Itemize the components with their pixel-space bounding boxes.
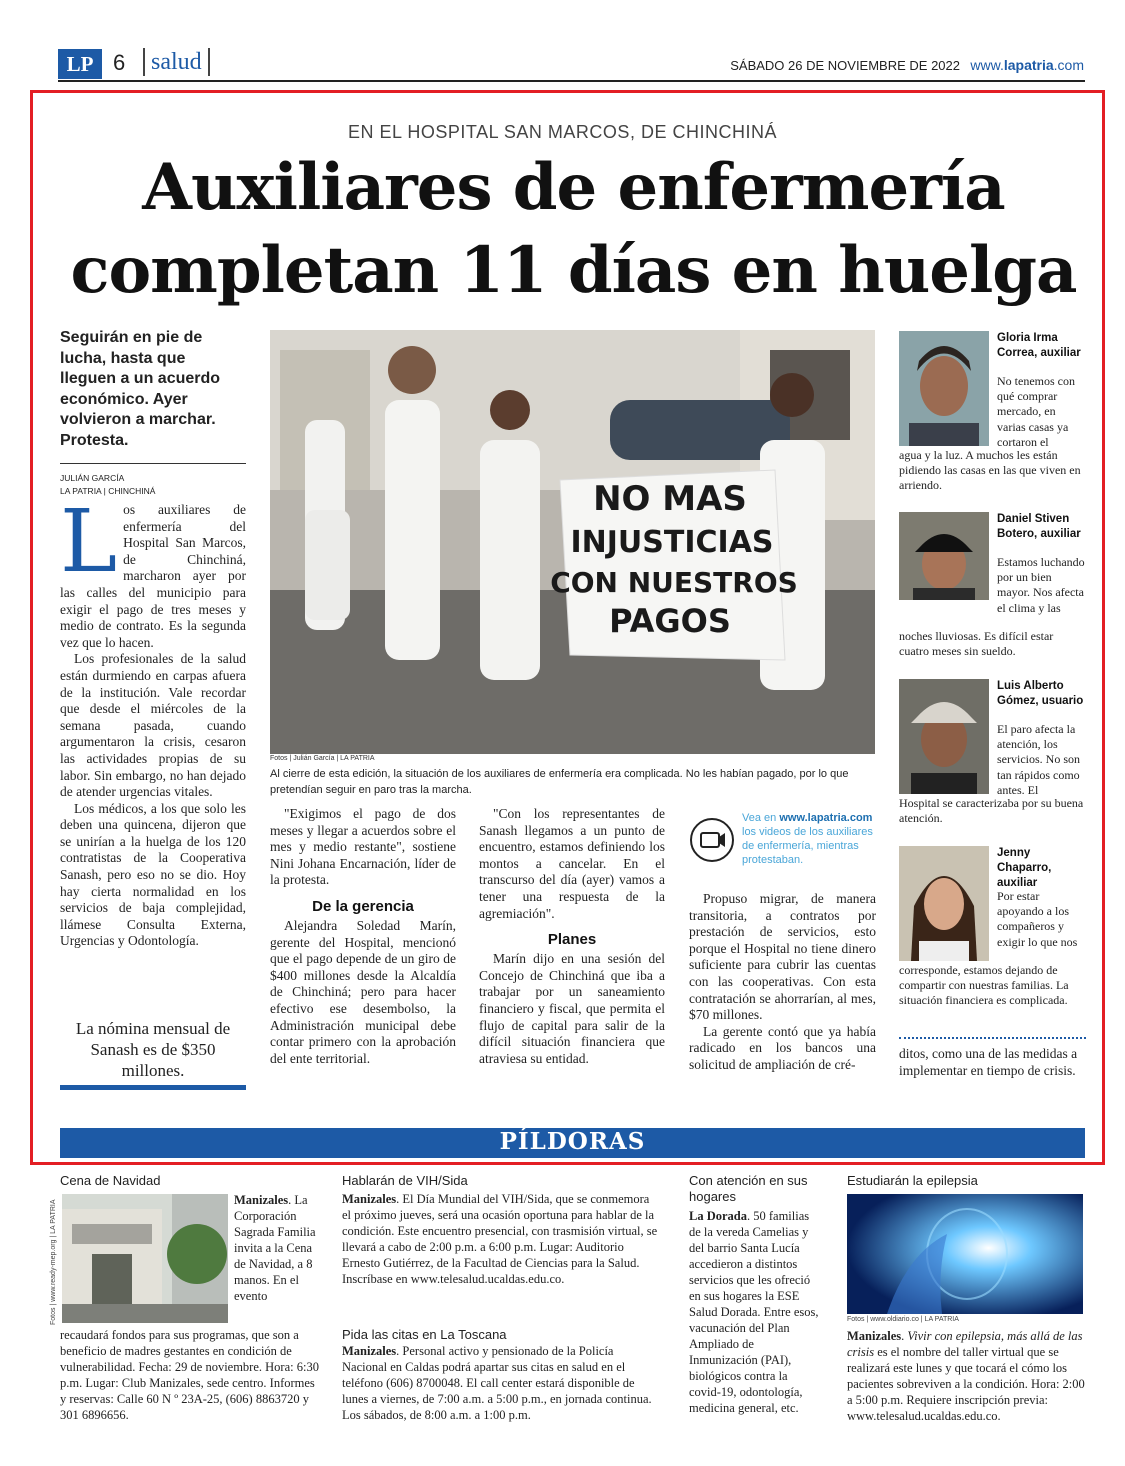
pildora-text: Manizales. El Día Mundial del VIH/Sida, que se conmemora el próximo jueves, será una ocasión oportuna para hablar de la condición. Este encuentro presencial, con trasmisión virtual, se llevará a cabo de 2:00 p.m. a 6:00 p.m. Lugar: Auditorio Ernesto Gutiérrez, de la Facultad de Ciencias para la Salud. Inscríbase en www.telesalud.ucaldas.edu.co.: [342, 1192, 658, 1286]
photo-credit: Fotos | www.ready-mep.org | LA PATRIA: [50, 1199, 57, 1325]
byline: JULIÁN GARCÍA LA PATRIA | CHINCHINÁ: [60, 473, 156, 496]
photo-credit: Fotos | www.oldiario.co | LA PATRIA: [847, 1316, 959, 1323]
svg-text:NO MAS: NO MAS: [593, 479, 747, 519]
pildora-text: Manizales. Personal activo y pensionado de la Policía Nacional en Caldas podrá apartar sus citas en salud en el teléfono (606) 8700048. El call center estará disponible de lunes a viernes, de 7:00 a.m. a 5:00 p.m., en jornada continua. Los sábados, de 8:00 a.m. a 1:00 p.m.: [342, 1344, 652, 1422]
section-name: salud: [143, 48, 210, 76]
header-rule: [58, 80, 1085, 82]
pildora-heading: Estudiarán la epilepsia: [847, 1173, 978, 1188]
epilepsy-illustration: [847, 1194, 1083, 1314]
testimonial-gloria: Gloria Irma Correa, auxiliar No tenemos con qué comprar mercado, en varias casas ya cortaron el agua y la luz. A muchos les están pidiendo las casas en las que viven en arriendo.: [899, 332, 1081, 493]
portrait-photo: [899, 512, 989, 627]
pildora-text: Manizales. Vivir con epilepsia, más allá de las crisis es el nombre del taller virtual que se realizará este lunes y que tocará el cómo los pacientes sobreviven a la condición. Hora: 2:00 a 5:00 p.m. Requiere inscripción previa: www.telesalud.ucaldas.edu.co.: [847, 1329, 1085, 1423]
testimonial-luis: Luis Alberto Gómez, usuario El paro afecta la atención, los servicios. No son tan rápidos como antes. El Hospital se caracterizaba por su buena atención.: [899, 680, 1084, 826]
video-icon[interactable]: [690, 818, 734, 862]
article-headline: Auxiliares de enfermería completan 11 días en huelga: [70, 150, 1077, 308]
pildora-heading: Pida las citas en La Toscana: [342, 1327, 507, 1342]
video-promo[interactable]: Vea en www.lapatria.com los videos de los auxiliares de enfermería, mientras protestaban.: [742, 812, 873, 866]
pildora-heading: Cena de Navidad: [60, 1173, 161, 1188]
article-column-5: ditos, como una de las medidas a implementar en tiempo de crisis.: [899, 1046, 1078, 1078]
website-link[interactable]: www.lapatria.com: [970, 57, 1084, 73]
photo-credit: Fotos | Julián García | LA PATRIA: [270, 755, 375, 762]
divider: [60, 463, 246, 464]
article-column-3: "Con los representantes de Sanash llegamos a un punto de encuentro, estamos definiendo los montos a cancelar. En el transcurso del día (ayer) vamos a tener una respuesta de la agremiación". Planes Marín dijo en una sesión del Concejo de Chinchiná que iba a trabajar por un saneamiento financiero y fiscal, que permita el flujo de capital para salir de la difícil situación financiera que atraviesa su entidad.: [479, 806, 665, 1066]
article-lede: Seguirán en pie de lucha, hasta que lleguen a un acuerdo económico. Ayer volvieron a marchar. Protesta.: [60, 329, 221, 449]
pildora-heading: Hablarán de VIH/Sida: [342, 1173, 468, 1188]
drop-cap: L: [60, 492, 118, 592]
pildoras-section-bar: PÍLDORAS: [60, 1128, 1085, 1158]
portrait-photo: [899, 331, 989, 446]
newspaper-logo: LP: [58, 49, 102, 79]
pull-quote: La nómina mensual de Sanash es de $350 millones.: [75, 1019, 231, 1080]
svg-text:INJUSTICIAS: INJUSTICIAS: [570, 525, 774, 560]
portrait-photo: [899, 846, 989, 961]
svg-text:CON NUESTROS: CON NUESTROS: [550, 566, 798, 599]
article-column-2: "Exigimos el pago de dos meses y llegar a acuerdos sobre el mes y medio restante", sostiene Nini Johana Encarnación, líder de la protesta. De la gerencia Alejandra Soledad Marín, gerente del Hospital, mencionó que el pago depende de un giro de $400 millones desde la Alcaldía de Chinchiná; pero para hacer efectivo ese desembolso, la Administración municipal debe contar primero con la aprobación del ente territorial.: [270, 806, 456, 1066]
testimonial-jenny: Jenny Chaparro, auxiliar Por estar apoyando a los compañeros y exigir lo que nos corresponde, estamos dejando de compartir con nuestras familias. La situación financiera es complicada.: [899, 847, 1078, 1008]
pildora-text: La Dorada. 50 familias de la vereda Camelias y del barrio Santa Lucía accedieron a distintos servicios que les ofreció en sus hogares la ESE Salud Dorada. Entre esos, vacunación del Plan Ampliado de Inmunización (PAI), biológicos contra la covid-19, odontología, medicina general, etc.: [689, 1209, 819, 1415]
issue-date: SÁBADO 26 DE NOVIEMBRE DE 2022: [730, 58, 960, 73]
protest-photo: [270, 330, 875, 754]
pull-quote-bar: [60, 1085, 246, 1090]
article-column-1: Los auxiliares de enfermería del Hospital San Marcos, de Chinchiná, marcharon ayer por las calles del municipio para exigir el pago de tres meses y medio de contrato. Es la segunda vez que lo hacen. Los profesionales de la salud están durmiendo en carpas afuera de la institución. Vale recordar que desde el miércoles de la semana pasada, cuando argumentaron la crisis, cesaron las actividades propias de su labor. Sin embargo, no han dejado de atender urgencias vitales. Los médicos, a los que solo les deben una quincena, dijeron que se unirían a la huelga de los 120 contratistas de la Cooperativa Sanash, pero eso no se dio. Hoy hay cierta normalidad en los servicios de baja complejidad, llámese Consulta Externa, Urgencias y Odontología.: [60, 492, 246, 949]
article-column-4: Propuso migrar, de manera transitoria, a contratos por prestación de servicios, esto porque el Hospital no tiene dinero suficiente para cubrir las cuentas con las cooperativas. Con esta contratación se ahorrarían, al mes, $70 millones. La gerente contó que ya había radicado en los bancos una solicitud de ampliación de cré-: [689, 891, 876, 1072]
portrait-photo: [899, 679, 989, 794]
testimonial-daniel: Daniel Stiven Botero, auxiliar Estamos luchando por un bien mayor. Nos afecta el clima y las noches lluviosas. Es difícil estar cuatro meses sin sueldo.: [899, 513, 1085, 659]
event-venue-photo: [62, 1194, 228, 1323]
subhead-planes: Planes: [547, 931, 597, 949]
page-number: 6: [113, 50, 126, 75]
article-kicker: EN EL HOSPITAL SAN MARCOS, DE CHINCHINÁ: [348, 122, 777, 142]
pildora-text: recaudará fondos para sus programas, que son a beneficio de madres gestantes en condición de vulnerabilidad. Fecha: 29 de noviembre. Hora: 6:30 p.m. Lugar: Club Manizales, sede centro. Informes y reservas: Calle 60 N º 23A-25, (606) 8863720 y 301 6896656.: [60, 1328, 319, 1422]
svg-text:PAGOS: PAGOS: [609, 602, 731, 640]
photo-caption: Al cierre de esta edición, la situación de los auxiliares de enfermería era complicada. No les habían pagado, por lo que pretendían seguir en paro tras la marcha.: [270, 768, 849, 796]
dotted-divider: [899, 1037, 1086, 1039]
pildora-text: Manizales. La Corporación Sagrada Familia invita a la Cena de Navidad, a 8 manos. En el evento: [234, 1193, 316, 1303]
subhead-gerencia: De la gerencia: [312, 897, 414, 915]
pildora-heading: Con atención en sus hogares: [689, 1173, 808, 1204]
